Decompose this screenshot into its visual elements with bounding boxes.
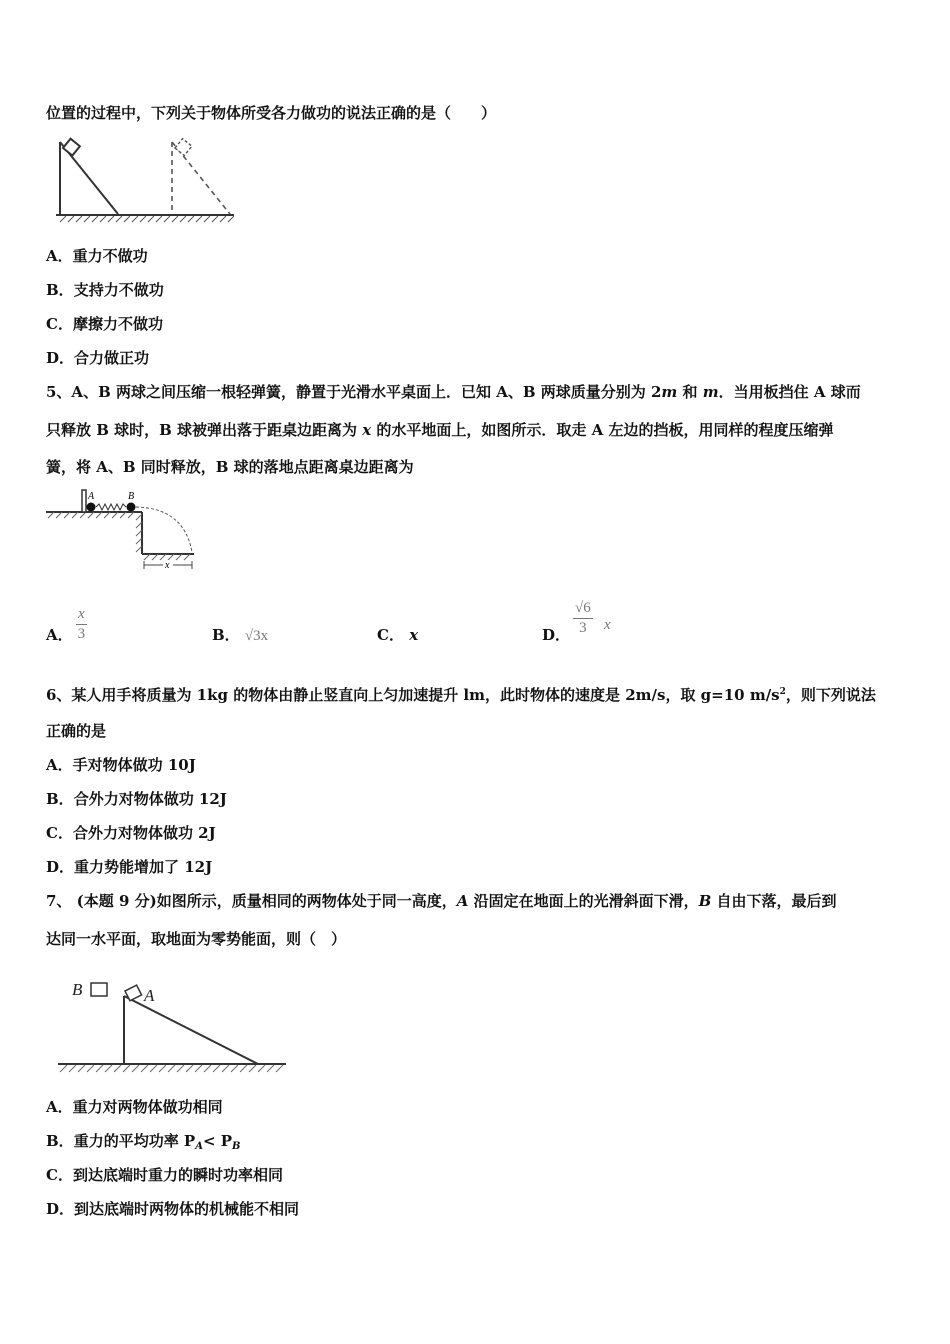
option-label: A． — [46, 247, 73, 265]
option-text: 重力的平均功率 P — [73, 1132, 196, 1150]
option-label: D． — [542, 626, 571, 644]
q7-text: 自由下落，最后到 — [711, 892, 837, 910]
q6-option-c[interactable] — [46, 822, 216, 843]
option-text: 合外力对物体做功 2J — [72, 824, 216, 842]
fraction-numerator: √6 — [573, 600, 593, 619]
q4-option-a[interactable] — [46, 245, 148, 266]
q5-fig-label-b: B — [128, 491, 135, 502]
q7-option-d[interactable] — [46, 1198, 299, 1219]
q5-choice-d-x: x — [604, 617, 611, 633]
q6-option-a[interactable] — [46, 754, 196, 775]
q5-text: 只释放 B 球时，B 球被弹出落于距桌边距离为 — [46, 421, 363, 439]
q4-figure — [54, 136, 239, 226]
q5-choice-b-math: √3x — [244, 628, 269, 644]
option-label: C． — [377, 626, 404, 644]
q7-fig-label-a: A — [144, 986, 155, 1005]
q5-text: ．当用板挡住 A 球而 — [718, 383, 861, 401]
option-text: 到达底端时两物体的机械能不相同 — [74, 1200, 300, 1218]
option-label: D． — [46, 1200, 75, 1218]
q5-var-m: m — [661, 383, 678, 401]
q4-option-d[interactable] — [46, 347, 149, 368]
q6-text: 正确的是 — [46, 722, 107, 740]
option-text: 重力不做功 — [72, 247, 148, 265]
option-label: C． — [46, 824, 73, 842]
q5-choice-a[interactable] — [46, 624, 73, 645]
q5-choice-d[interactable] — [542, 624, 570, 645]
q7-option-b[interactable] — [46, 1130, 241, 1152]
option-label: A． — [46, 626, 73, 644]
option-label: B． — [46, 1132, 74, 1150]
option-text: < P — [202, 1132, 233, 1150]
q5-text: 簧，将 A、B 同时释放，B 球的落地点距离桌边距离为 — [46, 458, 414, 476]
fraction-denominator: 3 — [579, 620, 587, 636]
q7-var-a: A — [456, 892, 469, 910]
q5-choice-d-fraction — [573, 600, 593, 637]
option-text: 到达底端时重力的瞬时功率相同 — [72, 1166, 283, 1184]
q5-choice-c[interactable] — [377, 624, 418, 645]
fraction-numerator: x — [76, 606, 87, 625]
q6-text: ，则下列说法 — [785, 686, 876, 704]
q7-figure — [56, 974, 291, 1080]
q6-option-b[interactable] — [46, 788, 227, 809]
option-label: B． — [46, 790, 74, 808]
option-label: B． — [46, 281, 74, 299]
option-label: A． — [46, 756, 73, 774]
q4-option-b[interactable] — [46, 279, 164, 300]
q5-text: 5、A、B 两球之间压缩一根轻弹簧，静置于光滑水平桌面上．已知 A、B 两球质量分别为 2 — [46, 383, 662, 401]
q7-fig-label-b: B — [72, 980, 83, 999]
q7-text: 沿固定在地面上的光滑斜面下滑， — [468, 892, 699, 910]
option-label: C． — [46, 1166, 73, 1184]
q5-var-x: x — [362, 421, 372, 439]
q4-option-c[interactable] — [46, 313, 163, 334]
q6-option-d[interactable] — [46, 856, 212, 877]
option-label: A． — [46, 1098, 73, 1116]
option-text: 重力势能增加了 12J — [74, 858, 213, 876]
q6-text: 6、某人用手将质量为 1kg 的物体由静止竖直向上匀加速提升 lm，此时物体的速度是 2m/s，取 g=10 m/s — [46, 686, 780, 704]
q5-stem-line2 — [46, 419, 834, 440]
option-text: 合力做正功 — [74, 349, 150, 367]
option-label: B． — [212, 626, 240, 644]
q5-fig-label-x: x — [165, 560, 170, 571]
option-text: 摩擦力不做功 — [72, 315, 163, 333]
q7-stem-line2 — [46, 928, 346, 949]
q5-text: 的水平地面上，如图所示．取走 A 左边的挡板，用同样的程度压缩弹 — [371, 421, 834, 439]
option-label: D． — [46, 858, 75, 876]
q7-stem-line1 — [46, 890, 837, 911]
q5-text: 和 — [677, 383, 703, 401]
q5-choice-a-fraction — [76, 606, 87, 643]
q6-superscript: 2 — [779, 687, 786, 697]
q7-option-a[interactable] — [46, 1096, 223, 1117]
q5-stem-line1 — [46, 381, 861, 402]
q4-stem-text: 位置的过程中，下列关于物体所受各力做功的说法正确的是（ ） — [46, 104, 497, 122]
option-text: 支持力不做功 — [73, 281, 164, 299]
option-text: 合外力对物体做功 12J — [73, 790, 227, 808]
q7-option-c[interactable] — [46, 1164, 283, 1185]
q5-figure — [44, 486, 200, 572]
q4-stem — [46, 102, 496, 123]
q5-choice-c-math: x — [409, 626, 419, 644]
q5-var-m: m — [702, 383, 719, 401]
option-label: D． — [46, 349, 75, 367]
q6-stem-line1 — [46, 684, 876, 705]
q7-text: 达同一水平面，取地面为零势能面，则（ ） — [46, 930, 347, 948]
option-text: 重力对两物体做功相同 — [72, 1098, 223, 1116]
subscript-b: B — [232, 1141, 241, 1152]
subscript-a: A — [195, 1141, 203, 1152]
fraction-denominator: 3 — [77, 626, 86, 642]
option-text: 手对物体做功 10J — [72, 756, 196, 774]
option-label: C． — [46, 315, 73, 333]
q5-fig-label-a: A — [88, 491, 95, 502]
q5-choice-b[interactable] — [212, 624, 268, 645]
q5-stem-line3 — [46, 456, 414, 477]
q7-var-b: B — [698, 892, 712, 910]
q6-stem-line2 — [46, 720, 106, 741]
q7-text: 7、 (本题 9 分)如图所示，质量相同的两物体处于同一高度， — [46, 892, 457, 910]
